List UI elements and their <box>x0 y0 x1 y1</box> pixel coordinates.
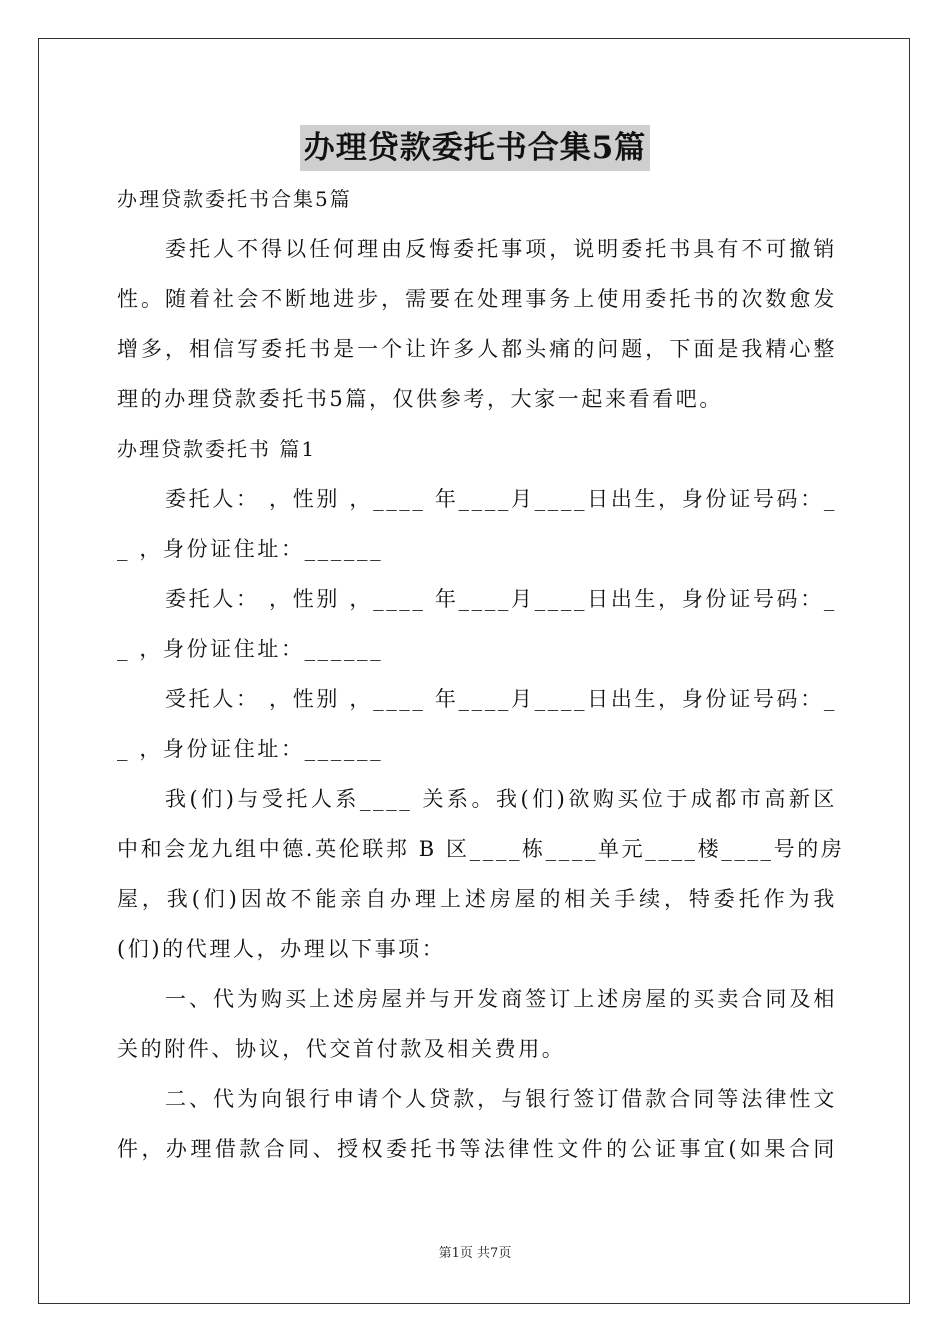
paragraph-line: 我(们)与受托人系____ 关系。我(们)欲购买位于成都市高新区 <box>165 787 837 811</box>
form-line: _ ，身份证住址：______ <box>117 537 384 561</box>
paragraph-line: 增多，相信写委托书是一个让许多人都头痛的问题，下面是我精心整 <box>117 337 837 361</box>
paragraph-line: 关的附件、协议，代交首付款及相关费用。 <box>117 1037 566 1061</box>
paragraph-line: 屋，我(们)因故不能亲自办理上述房屋的相关手续，特委托作为我 <box>117 887 837 911</box>
document-title: 办理贷款委托书合集5篇 <box>300 125 651 171</box>
form-line: _ ，身份证住址：______ <box>117 737 384 761</box>
paragraph-line: 二、代为向银行申请个人贷款，与银行签订借款合同等法律性文 <box>165 1087 837 1111</box>
paragraph-line: 一、代为购买上述房屋并与开发商签订上述房屋的买卖合同及相 <box>165 987 837 1011</box>
paragraph-line: (们)的代理人，办理以下事项： <box>117 937 446 961</box>
paragraph-line: 委托人不得以任何理由反悔委托事项，说明委托书具有不可撤销 <box>165 237 837 261</box>
form-line: _ ，身份证住址：______ <box>117 637 384 661</box>
section-heading: 办理贷款委托书 篇1 <box>117 437 317 461</box>
form-line: 委托人： ，性别 ，____ 年____月____日出生，身份证号码：_ <box>165 587 837 611</box>
form-line: 委托人： ，性别 ，____ 年____月____日出生，身份证号码：_ <box>165 487 837 511</box>
form-line: 受托人： ，性别 ，____ 年____月____日出生，身份证号码：_ <box>165 687 837 711</box>
paragraph-line: 件，办理借款合同、授权委托书等法律性文件的公证事宜(如果合同 <box>117 1137 837 1161</box>
paragraph-line: 性。随着社会不断地进步，需要在处理事务上使用委托书的次数愈发 <box>117 287 837 311</box>
page-footer: 第1页 共7页 <box>438 1246 512 1261</box>
subtitle-line: 办理贷款委托书合集5篇 <box>117 187 352 211</box>
page-border <box>38 38 910 1304</box>
title-container <box>0 125 950 171</box>
paragraph-line: 中和会龙九组中德.英伦联邦 B 区____栋____单元____楼____号的房 <box>117 837 845 861</box>
paragraph-line: 理的办理贷款委托书5篇，仅供参考，大家一起来看看吧。 <box>117 387 723 411</box>
